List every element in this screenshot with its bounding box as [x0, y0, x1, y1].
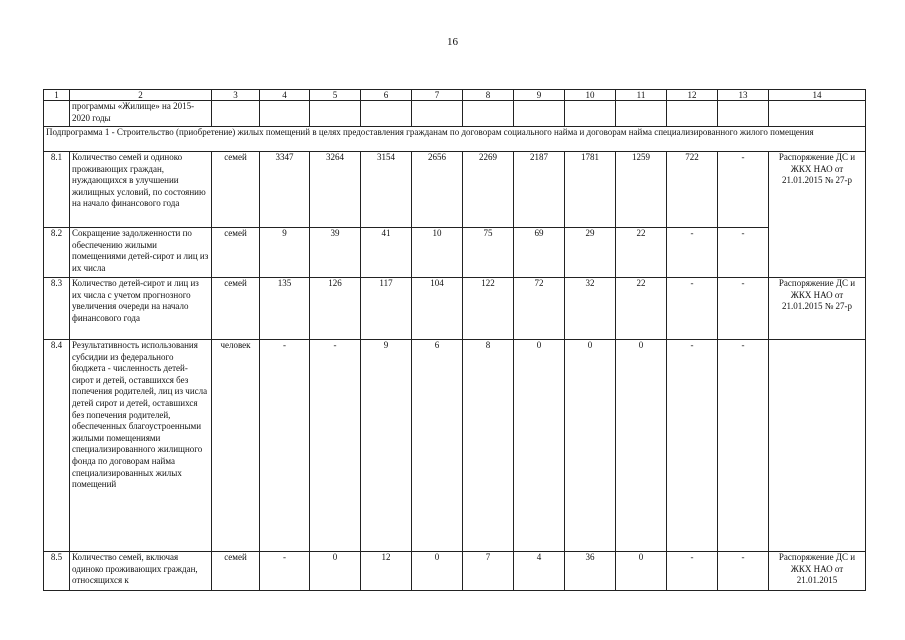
value-cell: 6: [412, 340, 463, 552]
row-number: 8.3: [44, 278, 70, 340]
indicator-name: Количество семей, включая одиноко проживающих граждан, относящихся к: [70, 552, 212, 591]
value-cell: 3154: [361, 152, 412, 228]
column-header: 10: [565, 90, 616, 101]
value-cell: 104: [412, 278, 463, 340]
value-cell: 22: [616, 228, 667, 278]
value-cell: 0: [565, 340, 616, 552]
source-document: Распоряжение ДС и ЖКХ НАО от 21.01.2015 № 27-р: [769, 278, 866, 340]
value-cell: -: [718, 228, 769, 278]
column-header: 5: [310, 90, 361, 101]
value-cell: -: [718, 552, 769, 591]
indicator-name: Количество семей и одиноко проживающих граждан, нуждающихся в улучшении жилищных условий, по состоянию на начало финансового года: [70, 152, 212, 228]
value-cell: 0: [310, 552, 361, 591]
column-header: 1: [44, 90, 70, 101]
row-number: 8.5: [44, 552, 70, 591]
value-cell: 7: [463, 552, 514, 591]
header-row: [44, 90, 866, 101]
source-document: [769, 340, 866, 552]
value-cell: 0: [616, 340, 667, 552]
indicator-name: Сокращение задолженности по обеспечению жилыми помещениями детей-сирот и лиц из их числа: [70, 228, 212, 278]
source-document: Распоряжение ДС и ЖКХ НАО от 21.01.2015: [769, 552, 866, 591]
value-cell: 3347: [260, 152, 310, 228]
continuation-row: [44, 101, 866, 127]
value-cell: 36: [565, 552, 616, 591]
value-cell: -: [667, 552, 718, 591]
table-row: [44, 340, 866, 552]
value-cell: 1781: [565, 152, 616, 228]
value-cell: 2269: [463, 152, 514, 228]
column-header: 8: [463, 90, 514, 101]
column-header: 13: [718, 90, 769, 101]
indicators-table: [43, 89, 866, 591]
value-cell: 22: [616, 278, 667, 340]
value-cell: -: [667, 340, 718, 552]
column-header: 2: [70, 90, 212, 101]
value-cell: -: [260, 340, 310, 552]
table-cell: [718, 101, 769, 127]
unit: семей: [212, 552, 260, 591]
subprogram-title: Подпрограмма 1 - Строительство (приобретение) жилых помещений в целях предоставления гражданам по договорам социального найма и договорам найма специализированного жилого помещения: [44, 127, 866, 152]
indicator-name: Количество детей-сирот и лиц из их числа с учетом прогнозного увеличения очереди на начало финансового года: [70, 278, 212, 340]
column-header: 6: [361, 90, 412, 101]
column-header: 3: [212, 90, 260, 101]
value-cell: 9: [260, 228, 310, 278]
value-cell: 69: [514, 228, 565, 278]
table-row: [44, 228, 866, 278]
value-cell: -: [260, 552, 310, 591]
value-cell: 0: [412, 552, 463, 591]
value-cell: 29: [565, 228, 616, 278]
row-number: 8.4: [44, 340, 70, 552]
unit: человек: [212, 340, 260, 552]
value-cell: -: [667, 278, 718, 340]
unit: семей: [212, 152, 260, 228]
table-cell: [310, 101, 361, 127]
value-cell: -: [718, 152, 769, 228]
value-cell: 10: [412, 228, 463, 278]
value-cell: 1259: [616, 152, 667, 228]
value-cell: 72: [514, 278, 565, 340]
value-cell: 39: [310, 228, 361, 278]
table-cell: [769, 101, 866, 127]
table-cell: [260, 101, 310, 127]
unit: семей: [212, 228, 260, 278]
value-cell: 12: [361, 552, 412, 591]
table-cell: [412, 101, 463, 127]
subprogram-row: [44, 127, 866, 152]
unit: семей: [212, 278, 260, 340]
value-cell: -: [718, 278, 769, 340]
column-header: 14: [769, 90, 866, 101]
value-cell: 32: [565, 278, 616, 340]
table-cell: [667, 101, 718, 127]
value-cell: 117: [361, 278, 412, 340]
column-header: 12: [667, 90, 718, 101]
column-header: 4: [260, 90, 310, 101]
table-cell: [212, 101, 260, 127]
table-cell: [361, 101, 412, 127]
value-cell: 8: [463, 340, 514, 552]
value-cell: -: [310, 340, 361, 552]
value-cell: 3264: [310, 152, 361, 228]
indicator-name: Результативность использования субсидии из федерального бюджета - численность детей-сирот и детей, оставшихся без попечения родителей, лиц из числа детей сирот и детей, оставшихся без попечения родителей, обеспеченных благоустроенными жилыми помещениями специализированного жилищного фонда по договорам найма специализированных жилых помещений: [70, 340, 212, 552]
value-cell: 75: [463, 228, 514, 278]
table-cell: [616, 101, 667, 127]
indicator-name: программы «Жилище» на 2015-2020 годы: [70, 101, 212, 127]
value-cell: -: [718, 340, 769, 552]
value-cell: 2656: [412, 152, 463, 228]
value-cell: 9: [361, 340, 412, 552]
table-row: [44, 152, 866, 228]
table-cell: [44, 101, 70, 127]
value-cell: 0: [616, 552, 667, 591]
value-cell: 126: [310, 278, 361, 340]
value-cell: 135: [260, 278, 310, 340]
value-cell: -: [667, 228, 718, 278]
row-number: 8.1: [44, 152, 70, 228]
value-cell: 722: [667, 152, 718, 228]
value-cell: 41: [361, 228, 412, 278]
value-cell: 122: [463, 278, 514, 340]
table-cell: [514, 101, 565, 127]
source-document: Распоряжение ДС и ЖКХ НАО от 21.01.2015 № 27-р: [769, 152, 866, 278]
table-row: [44, 552, 866, 591]
column-header: 11: [616, 90, 667, 101]
row-number: 8.2: [44, 228, 70, 278]
column-header: 7: [412, 90, 463, 101]
value-cell: 4: [514, 552, 565, 591]
table-row: [44, 278, 866, 340]
value-cell: 2187: [514, 152, 565, 228]
table-cell: [463, 101, 514, 127]
table-cell: [565, 101, 616, 127]
page-number: 16: [447, 36, 458, 48]
column-header: 9: [514, 90, 565, 101]
value-cell: 0: [514, 340, 565, 552]
